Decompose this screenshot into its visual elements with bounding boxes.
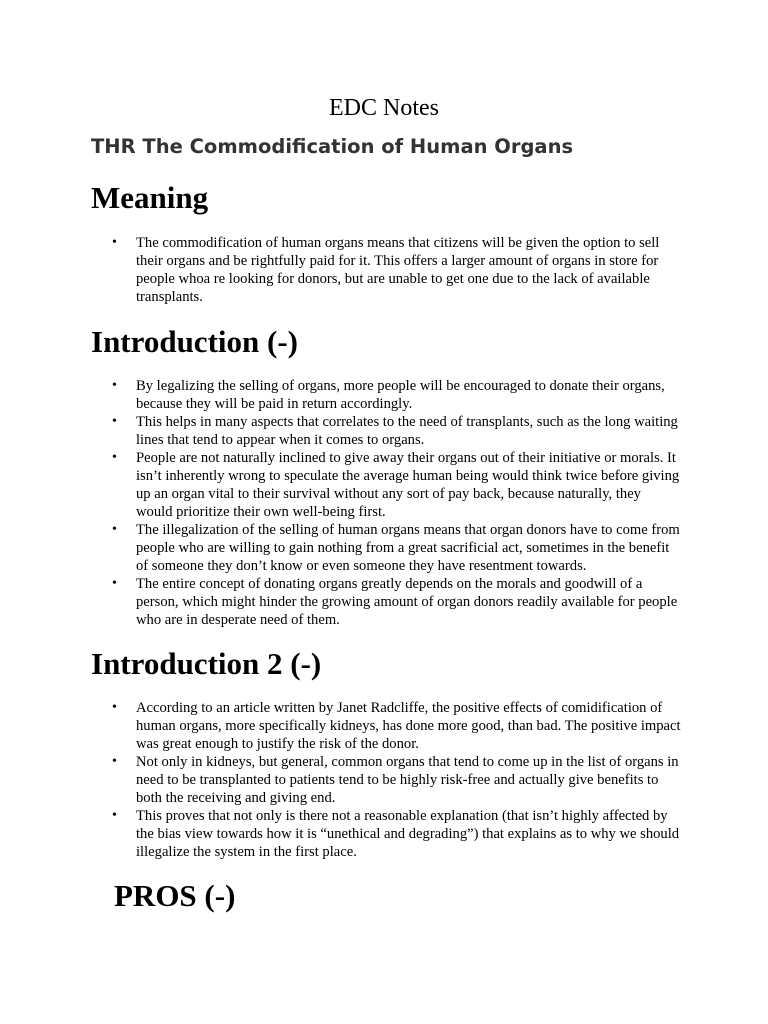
- document-title: EDC Notes: [329, 95, 439, 121]
- list-item: • This proves that not only is there not a reasonable explanation (that isn’t highly affected by the bias view towards how it is “unethical and degrading”) that explains as to why we should illegalize the system in the first place.: [91, 807, 681, 861]
- list-item: • People are not naturally inclined to give away their organs out of their initiative or morals. It isn’t inherently wrong to speculate the average human being would think twice before giving up an organ vital to their survival without any sort of pay back, because naturally, they would prioritize their own well-being first.: [91, 449, 681, 521]
- document-subtitle: THR The Commodification of Human Organs: [91, 135, 574, 158]
- section-heading-meaning: Meaning: [91, 180, 209, 215]
- list-item: • By legalizing the selling of organs, more people will be encouraged to donate their organs, because they will be paid in return accordingly.: [91, 377, 681, 413]
- list-item: • This helps in many aspects that correlates to the need of transplants, such as the long waiting lines that tend to appear when it comes to organs.: [91, 413, 681, 449]
- list-item: • According to an article written by Janet Radcliffe, the positive effects of comidification of human organs, more specifically kidneys, has done more good, than bad. The positive impact was great enough to justify the risk of the donor.: [91, 699, 681, 753]
- list-item: • The illegalization of the selling of human organs means that organ donors have to come from people who are willing to gain nothing from a great sacrificial act, sometimes in the benefit of someone they don’t know or even someone they have resentment towards.: [91, 521, 681, 575]
- list-item: • The commodification of human organs means that citizens will be given the option to sell their organs and be rightfully paid for it. This offers a larger amount of organs in store for people whoa re looking for donors, but are unable to get one due to the lack of available transplants.: [91, 234, 681, 306]
- bullet-list-introduction-2: [91, 699, 681, 861]
- section-heading-introduction-2: Introduction 2 (-): [91, 646, 322, 681]
- bullet-list-meaning: [91, 234, 681, 306]
- bullet-list-introduction: [91, 377, 681, 629]
- section-heading-pros: PROS (-): [114, 878, 236, 913]
- list-item: • Not only in kidneys, but general, common organs that tend to come up in the list of organs in need to be transplanted to patients tend to be highly risk-free and actually give benefits to both the receiving and giving end.: [91, 753, 681, 807]
- section-heading-introduction: Introduction (-): [91, 324, 298, 359]
- list-item: • The entire concept of donating organs greatly depends on the morals and goodwill of a person, which might hinder the growing amount of organ donors readily available for people who are in desperate need of them.: [91, 575, 681, 629]
